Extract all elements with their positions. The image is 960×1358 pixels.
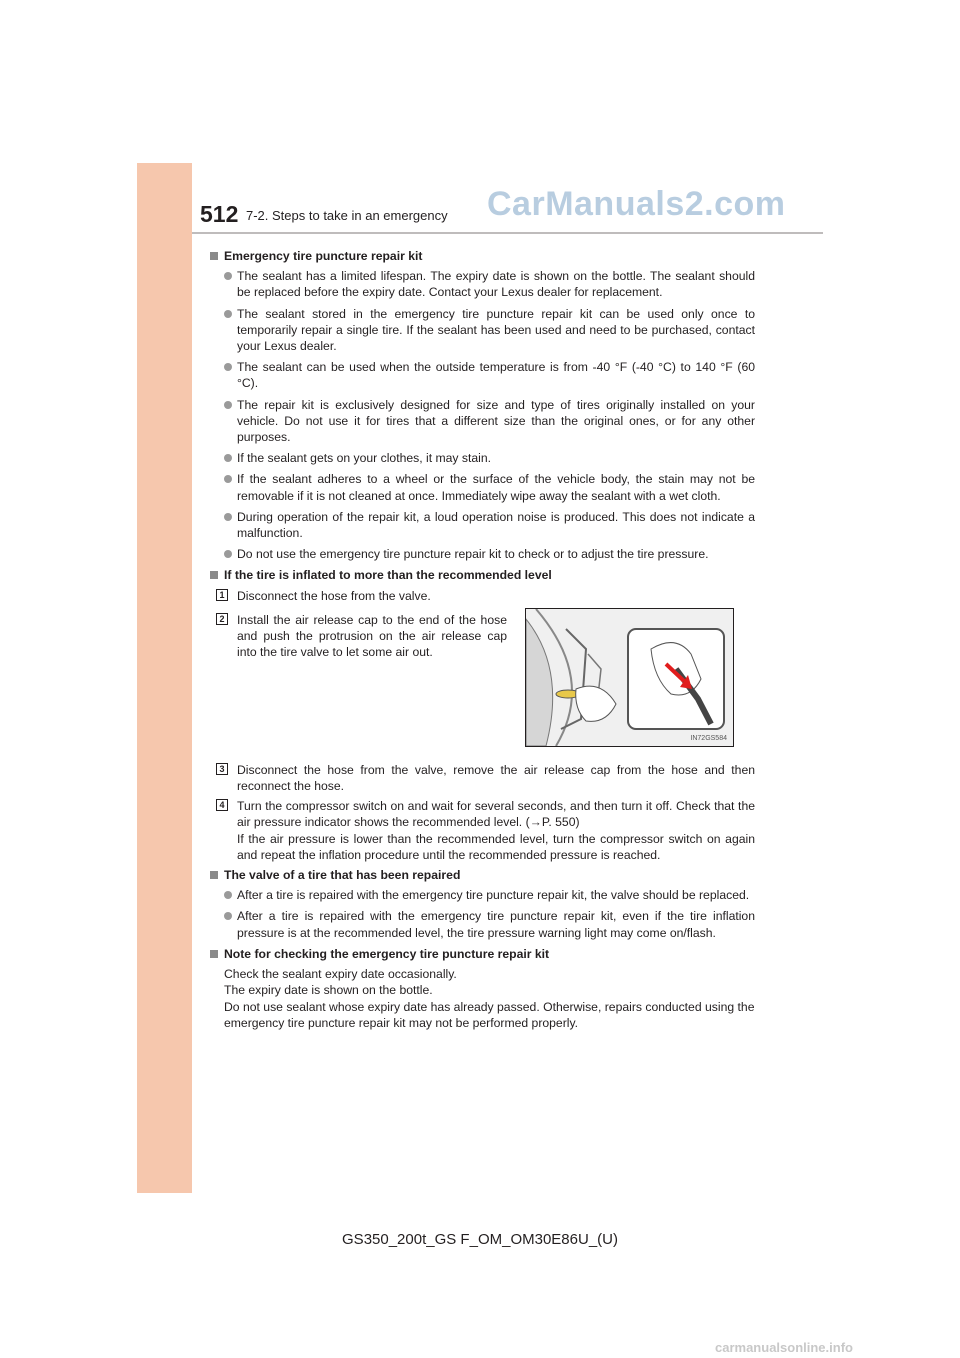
page-number: 512 <box>200 201 239 227</box>
bullet-dot-icon <box>224 513 232 521</box>
step-item: 3 Disconnect the hose from the valve, remove the air release cap from the hose and then reconnect the hose. <box>210 762 755 794</box>
bullet-dot-icon <box>224 454 232 462</box>
step-text: Install the air release cap to the end of the hose and push the protrusion on the air release cap into the tire valve to let some air out. <box>237 612 507 660</box>
bullet-dot-icon <box>224 310 232 318</box>
header-rule <box>192 232 823 234</box>
bullet-dot-icon <box>224 401 232 409</box>
step-number: 3 <box>216 763 228 775</box>
square-bullet-icon <box>210 950 218 958</box>
square-bullet-icon <box>210 571 218 579</box>
section-heading-inflated: If the tire is inflated to more than the recommended level <box>210 567 755 583</box>
step-item: 4 Turn the compressor switch on and wait for several seconds, and then turn it off. Check that the air pressure indicator shows the recommended level. (→P. 550) If the air pressure is lower than the recommended level, turn the compressor switch on again and repeat the inflation procedure until the recommended pressure is reached. <box>210 798 755 863</box>
list-item: If the sealant gets on your clothes, it may stain. <box>210 450 755 466</box>
list-item: The sealant can be used when the outside temperature is from -40 °F (-40 °C) to 140 °F (60 °C). <box>210 359 755 391</box>
tire-valve-illustration <box>526 609 733 746</box>
bullet-dot-icon <box>224 550 232 558</box>
step-item-with-figure <box>210 608 755 758</box>
bullet-dot-icon <box>224 475 232 483</box>
step-number: 4 <box>216 799 228 811</box>
section-heading-kit: Emergency tire puncture repair kit <box>210 248 755 264</box>
list-item: Do not use the emergency tire puncture repair kit to check or to adjust the tire pressure. <box>210 546 755 562</box>
step-number: 2 <box>216 613 228 625</box>
list-item: After a tire is repaired with the emergency tire puncture repair kit, the valve should be replaced. <box>210 887 755 903</box>
list-item: The sealant stored in the emergency tire puncture repair kit can be used only once to temporarily repair a single tire. If the sealant has been used and need to be purchased, contact your Lexus dealer. <box>210 306 755 355</box>
bullet-dot-icon <box>224 891 232 899</box>
note-text: Check the sealant expiry date occasionally. The expiry date is shown on the bottle. Do not use sealant whose expiry date has already passed. Otherwise, repairs conducted using the emergency tire puncture repair kit may not be performed properly. <box>224 967 755 1030</box>
section-heading-valve: The valve of a tire that has been repaired <box>210 867 755 883</box>
square-bullet-icon <box>210 871 218 879</box>
footer-code: GS350_200t_GS F_OM_OM30E86U_(U) <box>342 1231 618 1248</box>
bullet-dot-icon <box>224 272 232 280</box>
step-number: 1 <box>216 589 228 601</box>
figure-code: IN72GS584 <box>690 734 727 742</box>
step-item: 1 Disconnect the hose from the valve. <box>210 588 755 604</box>
list-item: The repair kit is exclusively designed for size and type of tires originally installed on your vehicle. Do not use it for tires that a different size than the original ones, or for any other purposes. <box>210 397 755 446</box>
watermark-bottom: carmanualsonline.info <box>715 1340 853 1355</box>
illustration-air-release-cap <box>525 608 734 747</box>
bullet-dot-icon <box>224 363 232 371</box>
bullet-dot-icon <box>224 912 232 920</box>
list-item: During operation of the repair kit, a loud operation noise is produced. This does not indicate a malfunction. <box>210 509 755 541</box>
chapter-sidebar-tab <box>137 163 192 1193</box>
chapter-title: 7-2. Steps to take in an emergency <box>246 208 448 223</box>
section-heading-note: Note for checking the emergency tire puncture repair kit <box>210 946 755 962</box>
watermark-top: CarManuals2.com <box>487 185 786 223</box>
list-item: After a tire is repaired with the emergency tire puncture repair kit, even if the tire inflation pressure is at the recommended level, the tire pressure warning light may come on/flash. <box>210 908 755 940</box>
page-content <box>210 244 755 1031</box>
square-bullet-icon <box>210 252 218 260</box>
list-item: If the sealant adheres to a wheel or the surface of the vehicle body, the stain may not be removable if it is not cleaned at once. Immediately wipe away the sealant with a wet cloth. <box>210 471 755 503</box>
list-item: The sealant has a limited lifespan. The expiry date is shown on the bottle. The sealant should be replaced before the expiry date. Contact your Lexus dealer for replacement. <box>210 268 755 300</box>
